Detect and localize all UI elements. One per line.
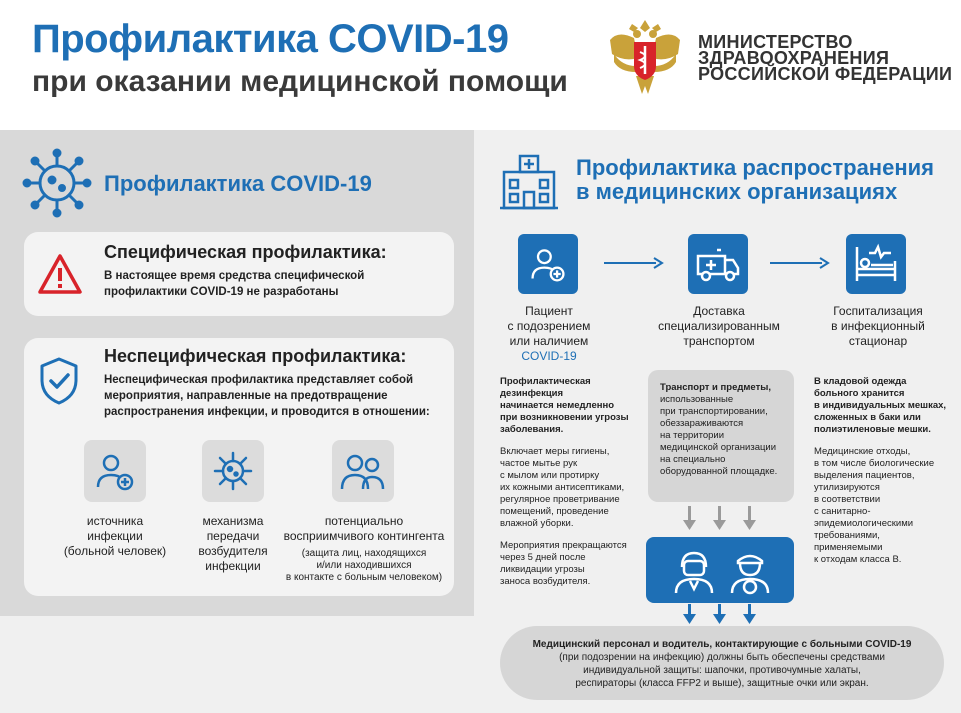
ppe-requirement-text: Медицинский персонал и водитель, контактирующие с больными COVID-19 (при подозрении на инфекцию) должны быть обеспечены средствами индивидуальной защиты: шапочки, противочумные халаты, респираторы (класса FFP2 и выше), защитные очки или экран. [532, 639, 912, 689]
virus-icon [210, 448, 256, 494]
flow-arrow-2 [770, 256, 830, 270]
down-arrows-top [680, 506, 770, 532]
right-section-title: Профилактика распространения в медицинских организациях [576, 155, 934, 204]
target-icon-box-contingent [332, 440, 394, 502]
specific-text: В настоящее время средства специфической профилактики COVID-19 не разработаны [104, 270, 365, 298]
patient-plus-icon [528, 244, 568, 284]
target-caption-source: источника инфекции (больной человек) [63, 514, 167, 558]
step-box-patient [518, 234, 578, 294]
driver-icon [726, 545, 774, 595]
left-section-title: Профилактика COVID-19 [104, 171, 372, 196]
ambulance-icon [695, 244, 741, 284]
medical-worker-icon [670, 545, 718, 595]
step-caption-patient: Пациент с подозрением или наличием COVID-19 [507, 304, 591, 363]
step-caption-transport: Доставка специализированным транспортом [658, 304, 780, 348]
page-subtitle: при оказании медицинской помощи [32, 65, 568, 98]
target-note-contingent: (защита лиц, находящихся и/или находившихся в контакте с больным человеком) [285, 548, 443, 583]
ppe-requirement-pill [500, 626, 944, 700]
target-caption-transmission: механизма передачи возбудителя инфекции [198, 514, 268, 573]
storage-waste-text: В кладовой одежда больного хранится в индивидуальных мешках, сложенных в баки или полиэтиленовые мешки. Медицинские отходы, в том числе биологические выделения пациентов, утилизируются в соответствии с санитарно- эпидемиологическими требованиями, применяемыми к отходам класса В. [814, 376, 947, 565]
staff-box [646, 537, 794, 603]
step-caption-hospital: Госпитализация в инфекционный стационар [831, 304, 925, 348]
step-box-hospital [846, 234, 906, 294]
transport-disinfection-box [648, 370, 794, 502]
target-caption-contingent: потенциально восприимчивого контингента [283, 514, 445, 543]
patient-plus-icon [93, 449, 137, 493]
nonspecific-text: Неспецифическая профилактика представляет собой мероприятия, направленные на предотвращение распространения инфекции, и проводится в отношении: [104, 374, 430, 418]
ministry-name: МИНИСТЕРСТВО ЗДРАВООХРАНЕНИЯ РОССИЙСКОЙ ФЕДЕРАЦИИ [698, 32, 953, 84]
down-arrows-bottom [680, 604, 770, 626]
coronavirus-icon [22, 148, 92, 218]
nonspecific-heading: Неспецифическая профилактика: [104, 346, 407, 366]
target-icon-box-source [84, 440, 146, 502]
people-icon [339, 449, 387, 493]
transport-disinfection-text: Транспорт и предметы, использованные при транспортировании, обеззараживаются на территории медицинской организации на специально оборудованной площадке. [660, 382, 778, 477]
shield-check-icon [38, 356, 80, 406]
hospital-building-icon [498, 152, 560, 212]
warning-icon [36, 252, 84, 296]
ministry-emblem-icon [604, 14, 686, 102]
step-box-transport [688, 234, 748, 294]
specific-heading: Специфическая профилактика: [104, 242, 387, 262]
target-icon-box-transmission [202, 440, 264, 502]
hospital-bed-icon [853, 243, 899, 285]
flow-arrow-1 [604, 256, 664, 270]
disinfection-text: Профилактическая дезинфекция начинается немедленно при возникновении угрозы заболевания. Включает меры гигиены, частое мытье рук с мылом или протирку их кожными антисептиками, регулярное проветривание помещений, проведение влажной уборки. Мероприятия прекращаются через 5 дней после ликвидации угрозы заноса возбудителя. [500, 376, 629, 587]
page-title: Профилактика COVID-19 [32, 17, 509, 61]
